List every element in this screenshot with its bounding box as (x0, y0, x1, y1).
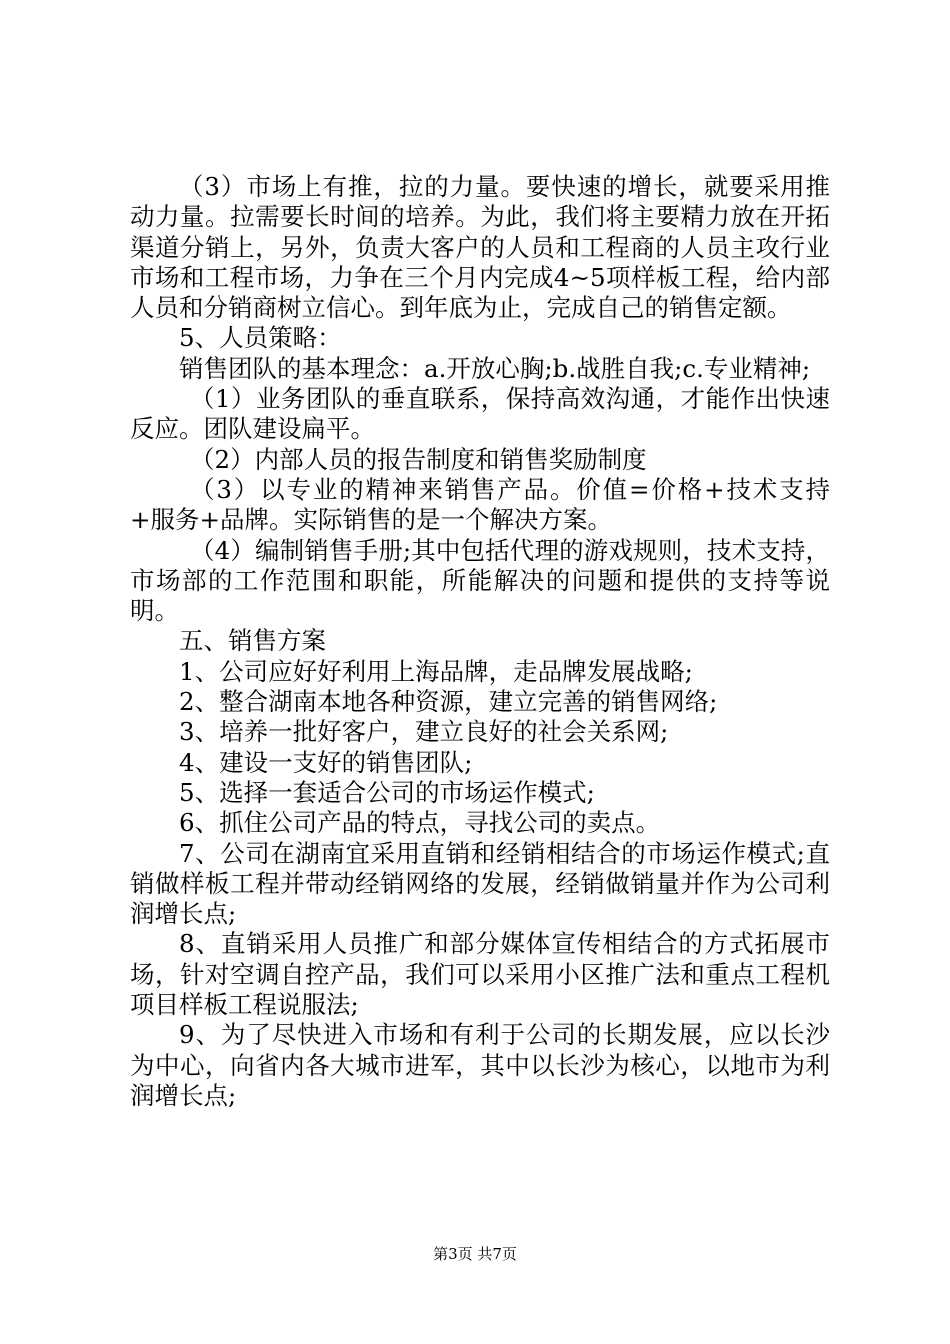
list-item-1: 1、公司应好好利用上海品牌，走品牌发展战略; (179, 656, 693, 686)
list-item-3: 3、培养一批好客户，建立良好的社会关系网; (179, 717, 669, 747)
page-footer (0, 1244, 950, 1264)
list-item-9: 9、为了尽快进入市场和有利于公司的长期发展，应以长沙为中心，向省内各大城市进军，其中以长沙为核心，以地市为利润增长点; (130, 1020, 830, 1110)
paragraph-market-push-pull: （3）市场上有推，拉的力量。要快速的增长，就要采用推动力量。拉需要长时间的培养。为此，我们将主要精力放在开拓渠道分销上，另外，负责大客户的人员和工程商的人员主攻行业市场和工程市场，力争在三个月内完成4~5项样板工程，给内部人员和分销商树立信心。到年底为止，完成自己的销售定额。 (130, 172, 830, 323)
page-number-label: 第3页 共7页 (433, 1245, 517, 1263)
paragraph-item-4: （4）编制销售手册;其中包括代理的游戏规则，技术支持，市场部的工作范围和职能，所能解决的问题和提供的支持等说明。 (130, 535, 830, 626)
list-item-6: 6、抓住公司产品的特点，寻找公司的卖点。 (179, 808, 661, 838)
document-body (130, 172, 830, 1111)
paragraph-item-1: （1）业务团队的垂直联系，保持高效沟通，才能作出快速反应。团队建设扁平。 (130, 384, 830, 444)
list-item-2: 2、整合湖南本地各种资源，建立完善的销售网络; (179, 687, 718, 717)
list-item-8: 8、直销采用人员推广和部分媒体宣传相结合的方式拓展市场，针对空调自控产品，我们可以采用小区推广法和重点工程机项目样板工程说服法; (130, 929, 830, 1020)
list-item-4: 4、建设一支好的销售团队; (179, 747, 473, 777)
heading-personnel-strategy: 5、人员策略： (179, 323, 342, 353)
paragraph-team-philosophy: 销售团队的基本理念：a.开放心胸;b.战胜自我;c.专业精神; (179, 353, 811, 383)
heading-sales-plan: 五、销售方案 (179, 626, 326, 656)
list-item-7: 7、公司在湖南宜采用直销和经销相结合的市场运作模式;直销做样板工程并带动经销网络的发展，经销做销量并作为公司利润增长点; (130, 838, 830, 929)
paragraph-item-2: （2）内部人员的报告制度和销售奖励制度 (190, 444, 647, 474)
list-item-5: 5、选择一套适合公司的市场运作模式; (179, 777, 595, 807)
paragraph-item-3: （3）以专业的精神来销售产品。价值=价格+技术支持+服务+品牌。实际销售的是一个解决方案。 (130, 474, 830, 535)
